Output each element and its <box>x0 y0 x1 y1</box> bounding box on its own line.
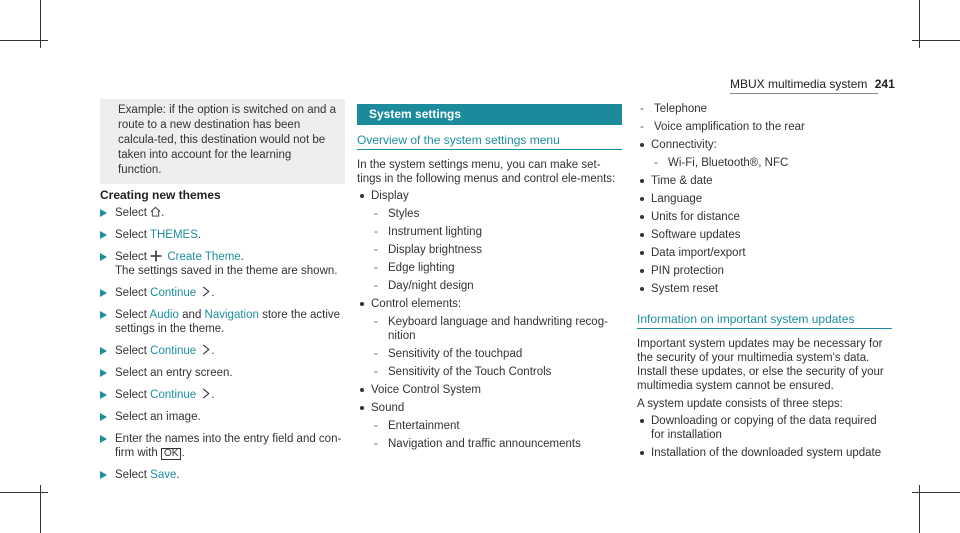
crop-mark <box>0 40 48 41</box>
menu-label: Navigation <box>204 309 259 321</box>
list-item: Connectivity: - Wi-Fi, Bluetooth®, NFC <box>637 138 892 170</box>
section-heading: Information on important system updates <box>637 312 892 329</box>
arrow-icon <box>100 369 107 377</box>
arrow-icon <box>100 435 107 443</box>
sub-item: - Wi-Fi, Bluetooth®, NFC <box>651 156 892 170</box>
arrow-icon <box>100 311 107 319</box>
arrow-icon <box>100 347 107 355</box>
step-list <box>100 206 345 482</box>
step: Select Continue . <box>100 388 345 402</box>
list-item: Voice Control System <box>357 383 622 397</box>
step: Select . <box>100 206 345 220</box>
menu-label: Continue <box>150 345 197 357</box>
list-item: Display - Styles - Instrument lighting - Display brightness - Edge lighting - Day/night design <box>357 189 622 293</box>
arrow-icon <box>100 391 107 399</box>
chevron-right-icon <box>201 344 211 355</box>
sub-list <box>651 156 892 170</box>
list-item: Language <box>637 192 892 206</box>
step: Select THEMES. <box>100 228 345 242</box>
ok-key-icon: OK <box>161 448 181 460</box>
step: Select Save. <box>100 468 345 482</box>
header-rule <box>730 93 878 94</box>
crop-mark <box>0 492 48 493</box>
menu-label: Create Theme <box>167 251 241 263</box>
list-item: Downloading or copying of the data required for installation <box>637 414 892 442</box>
arrow-icon <box>100 413 107 421</box>
arrow-icon <box>100 231 107 239</box>
page-header <box>730 77 895 91</box>
header-title: MBUX multimedia system <box>730 77 868 91</box>
menu-label: Audio <box>149 309 179 321</box>
sub-item: - Styles <box>371 207 622 221</box>
sub-item: - Telephone <box>637 102 892 116</box>
middle-column <box>357 104 622 455</box>
list-item: Control elements: - Keyboard language and handwriting recog-nition - Sensitivity of the touchpad - Sensitivity of the Touch Controls <box>357 297 622 379</box>
list-item: Sound - Entertainment - Navigation and traffic announcements <box>357 401 622 451</box>
step: Select Continue . <box>100 286 345 300</box>
menu-label: Continue <box>150 287 197 299</box>
chapter-banner: System settings <box>357 104 622 125</box>
menu-list <box>357 189 622 451</box>
sub-item: - Sensitivity of the Touch Controls <box>371 365 622 379</box>
chevron-right-icon <box>201 388 211 399</box>
sub-item: - Entertainment <box>371 419 622 433</box>
step: Select Continue . <box>100 344 345 358</box>
sub-item: - Sensitivity of the touchpad <box>371 347 622 361</box>
list-item: Units for distance <box>637 210 892 224</box>
step: Select Audio and Navigation store the active settings in the theme. <box>100 308 345 336</box>
intro-paragraph: In the system settings menu, you can make set-tings in the following menus and control ele-ments: <box>357 159 616 185</box>
list-item: System reset <box>637 282 892 296</box>
menu-list <box>637 138 892 296</box>
step: Enter the names into the entry field and con-firm with OK . <box>100 432 345 460</box>
sub-item: - Edge lighting <box>371 261 622 275</box>
step: Select Create Theme. The settings saved in the theme are shown. <box>100 250 345 278</box>
sub-list <box>637 102 892 134</box>
list-item: Data import/export <box>637 246 892 260</box>
section-heading: Overview of the system settings menu <box>357 133 622 150</box>
list-item: Installation of the downloaded system update <box>637 446 892 460</box>
crop-mark <box>912 492 960 493</box>
chevron-right-icon <box>201 286 211 297</box>
list-item: Time & date <box>637 174 892 188</box>
paragraph: Important system updates may be necessary for the security of your multimedia system's data. Install these updates, or else the security of your multimedia system cannot be ensured. <box>637 338 884 392</box>
sub-item: - Display brightness <box>371 243 622 257</box>
sub-list <box>371 315 622 379</box>
steps-list <box>637 414 892 460</box>
right-column <box>637 102 892 464</box>
arrow-icon <box>100 209 107 217</box>
list-item: Software updates <box>637 228 892 242</box>
crop-mark <box>912 40 960 41</box>
paragraph: A system update consists of three steps: <box>637 398 843 410</box>
example-note: Example: if the option is switched on and a route to a new destination has been calcula-ted, this destination would not be taken into account for the learning function. <box>100 99 345 184</box>
sub-list <box>371 419 622 451</box>
sub-item: - Day/night design <box>371 279 622 293</box>
page-number: 241 <box>874 77 895 91</box>
arrow-icon <box>100 289 107 297</box>
step: Select an entry screen. <box>100 366 345 380</box>
section-heading: Creating new themes <box>100 188 221 202</box>
menu-label: Continue <box>150 389 197 401</box>
left-column <box>100 99 345 490</box>
step-note: The settings saved in the theme are shown. <box>115 265 338 277</box>
menu-label: THEMES <box>149 229 198 241</box>
list-item: PIN protection <box>637 264 892 278</box>
sub-item: - Voice amplification to the rear <box>637 120 892 134</box>
menu-label: Save <box>150 469 177 481</box>
arrow-icon <box>100 471 107 479</box>
sub-item: - Navigation and traffic announcements <box>371 437 622 451</box>
sub-list <box>371 207 622 293</box>
sub-item: - Keyboard language and handwriting recog-nition <box>371 315 622 343</box>
home-icon <box>150 206 161 217</box>
plus-icon <box>150 250 162 262</box>
step: Select an image. <box>100 410 345 424</box>
arrow-icon <box>100 253 107 261</box>
sub-item: - Instrument lighting <box>371 225 622 239</box>
